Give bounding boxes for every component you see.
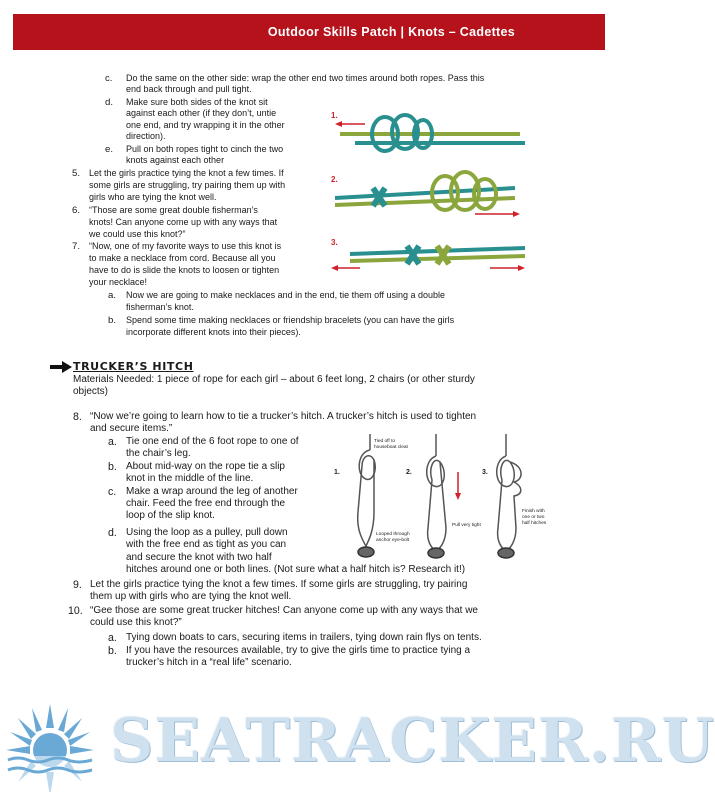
list-marker: 7. [72, 241, 81, 252]
list-item: “Now we’re going to learn how to tie a trucker’s hitch. A trucker’s hitch is used to tighten [90, 411, 477, 422]
list-marker: c. [105, 73, 113, 84]
list-item: knot in the middle of the line. [126, 473, 254, 484]
list-item: Now we are going to make necklaces and in the end, tie them off using a double [126, 290, 446, 300]
list-item: “Gee those are some great trucker hitches! Can anyone come up with any ways that we [90, 605, 478, 616]
list-marker: a. [108, 290, 117, 301]
list-item: loop of the slip knot. [126, 510, 215, 521]
figure-caption: Finish with [522, 509, 545, 514]
fisherman-knot-illustration [325, 96, 535, 276]
figure-caption: Pull very tight [452, 523, 481, 528]
list-item: Tie one end of the 6 foot rope to one of [126, 436, 299, 447]
page-header [13, 14, 605, 50]
figure-caption: houseboat cleat [374, 445, 408, 450]
list-item: the chair’s leg. [126, 448, 191, 459]
list-item: your necklace! [89, 277, 148, 287]
list-item: one end, and try wrapping it in the other [126, 120, 285, 130]
list-item: girls who are tying the knot well. [89, 192, 217, 202]
list-marker: d. [105, 97, 114, 108]
list-item: have to do is slide the knots to loosen or tighten [89, 265, 280, 275]
figure-label: 2. [331, 175, 338, 184]
list-marker: a. [108, 632, 117, 644]
figure-label: 2. [406, 469, 412, 476]
figure-caption: one or two [522, 515, 545, 520]
list-marker: a. [108, 436, 117, 448]
list-item: Make a wrap around the leg of another [126, 486, 298, 497]
list-item: “Now, one of my favorite ways to use this knot is [89, 241, 282, 251]
list-item: Let the girls practice tying the knot a few times. If [89, 168, 284, 178]
list-item: some girls are struggling, try pairing them up with [89, 180, 286, 190]
list-item: “Those are some great double fisherman’s [89, 205, 258, 215]
list-item: could use this knot?” [90, 617, 182, 628]
hitch-step-2 [427, 434, 461, 558]
list-item: fisherman’s knot. [126, 302, 194, 312]
list-item: Pull on both ropes tight to cinch the two [126, 144, 284, 154]
list-marker: b. [108, 461, 117, 473]
list-item: incorporate different knots into their pieces). [126, 327, 301, 337]
knot-step-3 [331, 246, 525, 271]
list-item: and secure the knot with two half [126, 552, 272, 563]
figure-label: 1. [334, 469, 340, 476]
list-marker: c. [108, 486, 117, 498]
list-item: hitches around one or both lines. (Not sure what a half hitch is? Research it!) [126, 564, 466, 575]
list-marker: d. [108, 527, 117, 539]
sun-logo-icon [4, 700, 96, 792]
list-item: end back through and pull tight. [126, 84, 252, 94]
page-title: Outdoor Skills Patch | Knots – Cadettes [267, 25, 515, 39]
list-item: Using the loop as a pulley, pull down [126, 527, 288, 538]
materials-text: objects) [73, 386, 109, 397]
watermark-text: SEATRACKER.RU [110, 706, 715, 776]
list-marker: 6. [72, 205, 81, 216]
materials-text: Materials Needed: 1 piece of rope for each girl – about 6 feet long, 2 chairs (or other sturdy [73, 374, 475, 385]
list-marker: b. [108, 645, 117, 657]
list-item: Let the girls practice tying the knot a few times. If some girls are struggling, try pairing [90, 579, 468, 590]
list-item: knots against each other [126, 155, 225, 165]
hitch-step-1 [358, 434, 376, 557]
figure-caption: Looped through [376, 532, 410, 537]
truckers-hitch-illustration [328, 432, 554, 562]
list-item: with the free end as tight as you can [126, 539, 287, 550]
list-item: to make a necklace from cord. Because all you [89, 253, 276, 263]
list-item: Tying down boats to cars, securing items in trailers, tying down rain flys on tents. [126, 632, 482, 643]
list-item: we could use this knot?” [89, 229, 186, 239]
figure-caption: anchor eye-bolt [376, 538, 410, 543]
list-item: against each other (if they don’t, untie [126, 108, 277, 118]
arrow-right-icon [50, 361, 72, 373]
figure-caption: Tied off to [374, 439, 396, 444]
figure-caption: half hitches [522, 521, 547, 526]
list-marker: 9. [73, 579, 82, 591]
list-marker: b. [108, 315, 117, 326]
list-marker: 10. [68, 605, 83, 617]
list-item: About mid-way on the rope tie a slip [126, 461, 285, 472]
list-item: direction). [126, 131, 166, 141]
list-marker: 8. [73, 411, 82, 423]
section-title: TRUCKER’S HITCH [73, 360, 194, 373]
list-item: and secure items.” [90, 423, 173, 434]
list-item: Do the same on the other side: wrap the other end two times around both ropes. Pass this [126, 73, 485, 83]
list-item: Spend some time making necklaces or friendship bracelets (you can have the girls [126, 315, 455, 325]
list-item: them up with girls who are tying the knot well. [90, 591, 292, 602]
figure-label: 3. [331, 238, 338, 247]
figure-label: 1. [331, 111, 338, 120]
list-marker: 5. [72, 168, 81, 179]
hitch-step-3 [497, 434, 521, 558]
knot-step-1 [335, 115, 525, 151]
list-item: trucker’s hitch in a “real life” scenario. [126, 657, 292, 668]
list-item: knots! Can anyone come up with any ways that [89, 217, 278, 227]
figure-label: 3. [482, 469, 488, 476]
list-marker: e. [105, 144, 114, 155]
list-item: If you have the resources available, try to give the girls time to practice tying a [126, 645, 471, 656]
knot-step-2 [335, 172, 520, 217]
list-item: chair. Feed the free end through the [126, 498, 285, 509]
list-item: Make sure both sides of the knot sit [126, 97, 268, 107]
